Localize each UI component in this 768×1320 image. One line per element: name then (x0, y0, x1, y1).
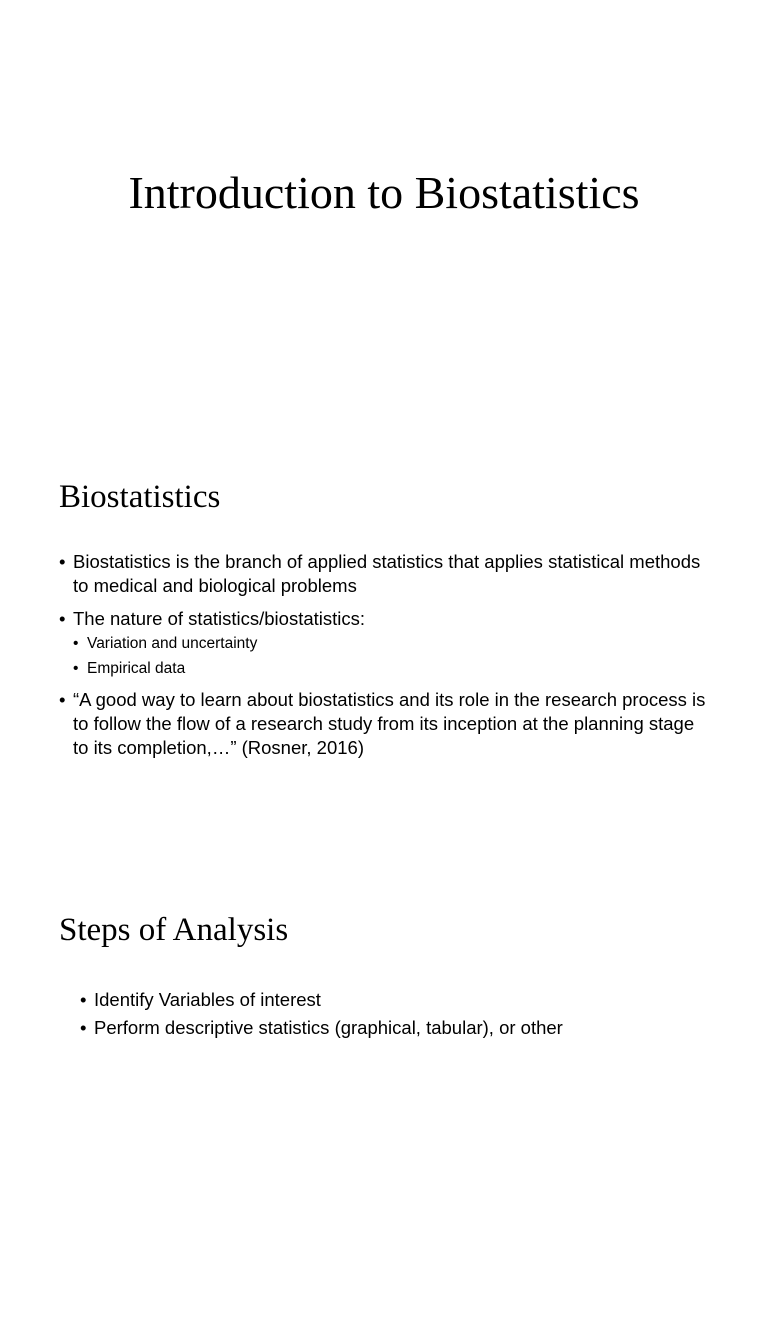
slide-heading: Steps of Analysis (59, 912, 289, 948)
slide-title-page (0, 0, 768, 440)
bullet-item: • “A good way to learn about biostatistics and its role in the research process is to follow the flow of a research study from its inception at the planning stage to its completion,…” (Rosner, 2016) (59, 688, 709, 760)
bullet-item: • Identify Variables of interest (80, 988, 720, 1012)
slide-heading: Biostatistics (59, 479, 221, 515)
sub-bullet-item: • Empirical data (73, 658, 709, 680)
bullet-item: • Perform descriptive statistics (graphical, tabular), or other (80, 1016, 720, 1040)
slide-title: Introduction to Biostatistics (128, 167, 640, 218)
bullet-item: • The nature of statistics/biostatistics: (59, 607, 709, 631)
sub-bullet-item: • Variation and uncertainty (73, 633, 709, 655)
bullet-list (59, 550, 709, 769)
bullet-item: • Biostatistics is the branch of applied statistics that applies statistical methods to medical and biological problems (59, 550, 709, 598)
bullet-list (80, 988, 720, 1049)
slide-steps-of-analysis (0, 880, 768, 1320)
slide-biostatistics (0, 440, 768, 880)
